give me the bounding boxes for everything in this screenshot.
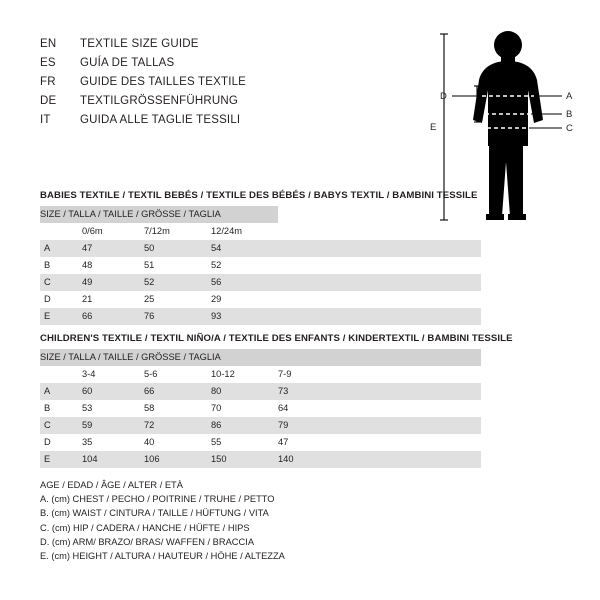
table-column-row	[40, 366, 481, 383]
row-label: E	[44, 454, 51, 464]
row-label	[40, 223, 82, 240]
language-code: IT	[40, 114, 51, 126]
cell-value: 66	[82, 311, 93, 321]
table-row	[40, 257, 481, 274]
column-header: 5-6	[144, 369, 158, 379]
cell-value: 58	[144, 403, 155, 413]
legend-line-b: B. (cm) WAIST / CINTURA / TAILLE / HÜFTUNG / VITA	[40, 508, 269, 519]
table-row	[40, 308, 481, 325]
table-row	[40, 434, 481, 451]
language-code: ES	[40, 57, 56, 69]
legend-line-c: C. (cm) HIP / CADERA / HANCHE / HÜFTE / HIPS	[40, 522, 250, 533]
legend-line-e: E. (cm) HEIGHT / ALTURA / HAUTEUR / HÖHE / ALTEZZA	[40, 551, 285, 562]
column-header: 0/6m	[82, 226, 103, 236]
legend-line-age: AGE / EDAD / ÂGE / ALTER / ETÀ	[40, 480, 183, 490]
cell-value: 104	[82, 454, 98, 464]
cell-value: 47	[278, 437, 289, 447]
cell-empty	[278, 257, 481, 274]
cell-value: 54	[211, 243, 222, 253]
size-header-label: SIZE / TALLA / TAILLE / GRÖSSE / TAGLIA	[40, 352, 221, 362]
cell-value: 59	[82, 420, 93, 430]
child-silhouette-icon	[473, 31, 543, 220]
cell-value: 86	[211, 420, 222, 430]
cell-value: 48	[82, 260, 93, 270]
cell-value: 106	[144, 454, 160, 464]
cell-value: 47	[82, 243, 93, 253]
language-code: DE	[40, 95, 57, 107]
row-label: C	[44, 420, 51, 430]
row-label: E	[44, 311, 51, 321]
children-section-title: CHILDREN'S TEXTILE / TEXTIL NIÑO/A / TEXTILE DES ENFANTS / KINDERTEXTIL / BAMBINI TESSILE	[40, 333, 513, 344]
language-title: GUÍA DE TALLAS	[80, 57, 175, 69]
language-row	[40, 38, 420, 57]
table-row	[40, 451, 481, 468]
column-header: 10-12	[211, 369, 235, 379]
row-label: C	[44, 277, 51, 287]
cell-value: 50	[144, 243, 155, 253]
language-code: FR	[40, 76, 56, 88]
cell-value: 56	[211, 277, 222, 287]
cell-value: 52	[211, 260, 222, 270]
cell-empty	[278, 291, 481, 308]
cell-value: 40	[144, 437, 155, 447]
cell-value: 29	[211, 294, 222, 304]
language-title: TEXTILE SIZE GUIDE	[80, 38, 199, 50]
cell-value: 25	[144, 294, 155, 304]
cell-value: 70	[211, 403, 222, 413]
row-label: B	[44, 260, 51, 270]
table-row	[40, 240, 481, 257]
cell-value: 52	[144, 277, 155, 287]
language-title: GUIDE DES TAILLES TEXTILE	[80, 76, 247, 88]
table-row	[40, 274, 481, 291]
size-header-label: SIZE / TALLA / TAILLE / GRÖSSE / TAGLIA	[40, 209, 221, 219]
table-row	[40, 383, 481, 400]
row-label: A	[44, 243, 51, 253]
body-measurement-diagram	[430, 28, 590, 243]
cell-value: 73	[278, 386, 289, 396]
cell-value: 79	[278, 420, 289, 430]
table-column-row	[40, 223, 481, 240]
column-header: 7/12m	[144, 226, 170, 236]
cell-value: 150	[211, 454, 227, 464]
label-e: E	[430, 122, 437, 133]
cell-empty	[278, 308, 481, 325]
table-row	[40, 417, 481, 434]
row-label: D	[44, 437, 51, 447]
cell-value: 80	[211, 386, 222, 396]
language-row	[40, 57, 420, 76]
children-size-table	[40, 349, 481, 468]
column-header: 7-9	[278, 369, 292, 379]
row-label: A	[44, 386, 51, 396]
row-label: D	[44, 294, 51, 304]
cell-value: 72	[144, 420, 155, 430]
table-row	[40, 291, 481, 308]
babies-section-title: BABIES TEXTILE / TEXTIL BEBÉS / TEXTILE DES BÉBÉS / BABYS TEXTIL / BAMBINI TESSILE	[40, 190, 478, 201]
measurement-legend	[40, 478, 285, 563]
row-label: B	[44, 403, 51, 413]
cell-value: 66	[144, 386, 155, 396]
language-row	[40, 95, 420, 114]
language-row	[40, 76, 420, 95]
cell-value: 76	[144, 311, 155, 321]
babies-size-table	[40, 206, 481, 325]
column-header: 12/24m	[211, 226, 243, 236]
legend-line-a: A. (cm) CHEST / PECHO / POITRINE / TRUHE / PETTO	[40, 494, 275, 505]
cell-value: 49	[82, 277, 93, 287]
label-a: A	[566, 91, 573, 102]
cell-value: 64	[278, 403, 289, 413]
table-header-row	[40, 349, 481, 366]
cell-value: 60	[82, 386, 93, 396]
table-header-row	[40, 206, 481, 223]
cell-value: 55	[211, 437, 222, 447]
cell-value: 21	[82, 294, 93, 304]
legend-line-d: D. (cm) ARM/ BRAZO/ BRAS/ WAFFEN / BRACCIA	[40, 536, 255, 547]
table-row	[40, 400, 481, 417]
label-d: D	[440, 91, 447, 102]
cell-value: 53	[82, 403, 93, 413]
cell-value: 93	[211, 311, 222, 321]
language-code: EN	[40, 38, 57, 50]
row-label	[40, 366, 82, 383]
cell-value: 35	[82, 437, 93, 447]
label-b: B	[566, 109, 573, 120]
language-row	[40, 114, 420, 133]
language-title-block	[40, 38, 420, 133]
language-title: GUIDA ALLE TAGLIE TESSILI	[80, 114, 241, 126]
language-title: TEXTILGRÖSSENFÜHRUNG	[80, 95, 238, 107]
cell-empty	[278, 274, 481, 291]
label-c: C	[566, 123, 573, 134]
cell-value: 51	[144, 260, 155, 270]
column-header: 3-4	[82, 369, 96, 379]
cell-value: 140	[278, 454, 294, 464]
